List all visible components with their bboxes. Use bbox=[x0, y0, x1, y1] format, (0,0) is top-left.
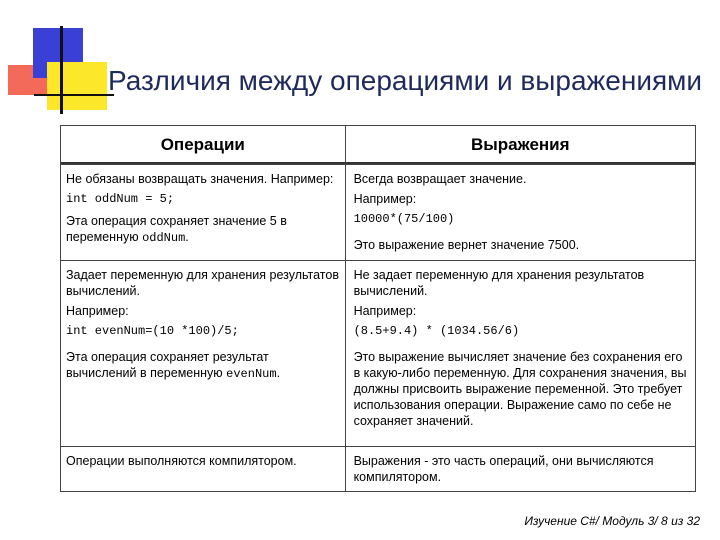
cell-expression bbox=[345, 165, 695, 261]
cell-text-part: . bbox=[276, 366, 281, 380]
cell-text: Задает переменную для хранения результатов вычислений. bbox=[66, 268, 339, 298]
slide-footer: Изучение C#/ Модуль 3/ 8 из 32 bbox=[524, 514, 700, 528]
code-sample: (8.5+9.4) * (1034.56/6) bbox=[353, 324, 520, 338]
decor-yellow-square bbox=[47, 62, 107, 110]
table-header-row bbox=[61, 126, 696, 165]
table-row bbox=[61, 447, 696, 492]
cell-operation bbox=[61, 261, 346, 447]
cell-text: Например: bbox=[353, 192, 417, 206]
header-operations: Операции bbox=[61, 126, 346, 165]
table-row bbox=[61, 165, 696, 261]
code-sample: int oddNum = 5; bbox=[66, 192, 175, 206]
code-inline: oddNum bbox=[142, 231, 186, 245]
cell-text-part: Эта операция сохраняет результат вычислений в переменную bbox=[66, 350, 269, 380]
cell-text: Это выражение вычисляет значение без сохранения его в какую-либо переменную. Для сохранения значения, вы должны присвоить выражение переменной. Это требует использования операции. Выражение само по себе не сохраняет значений. bbox=[353, 350, 687, 428]
cell-operation bbox=[61, 165, 346, 261]
code-sample: 10000*(75/100) bbox=[353, 212, 455, 226]
code-inline: evenNum bbox=[226, 367, 277, 381]
slide-title: Различия между операциями и выражениями bbox=[108, 65, 703, 96]
cell-text: Например: bbox=[66, 304, 129, 318]
decor-horizontal-line bbox=[34, 94, 114, 96]
code-sample: int evenNum=(10 *100)/5; bbox=[66, 324, 239, 338]
table-row bbox=[61, 261, 696, 447]
cell-expression: Выражения - это часть операций, они вычисляются компилятором. bbox=[345, 447, 695, 492]
cell-expression bbox=[345, 261, 695, 447]
comparison-table bbox=[60, 125, 696, 492]
cell-text: Это выражение вернет значение 7500. bbox=[353, 238, 580, 252]
cell-text: Не обязаны возвращать значения. Например: bbox=[66, 172, 334, 186]
cell-text: Например: bbox=[353, 304, 417, 318]
cell-text: Не задает переменную для хранения результатов вычислений. bbox=[353, 268, 645, 298]
cell-text bbox=[66, 213, 340, 246]
decor-vertical-line bbox=[60, 26, 63, 114]
cell-text bbox=[66, 349, 340, 382]
header-expressions: Выражения bbox=[345, 126, 695, 165]
cell-text: Всегда возвращает значение. bbox=[353, 172, 527, 186]
cell-text-part: . bbox=[185, 230, 189, 244]
cell-operation: Операции выполняются компилятором. bbox=[61, 447, 346, 492]
cell-text-part: Эта операция сохраняет значение 5 в переменную bbox=[66, 214, 287, 244]
